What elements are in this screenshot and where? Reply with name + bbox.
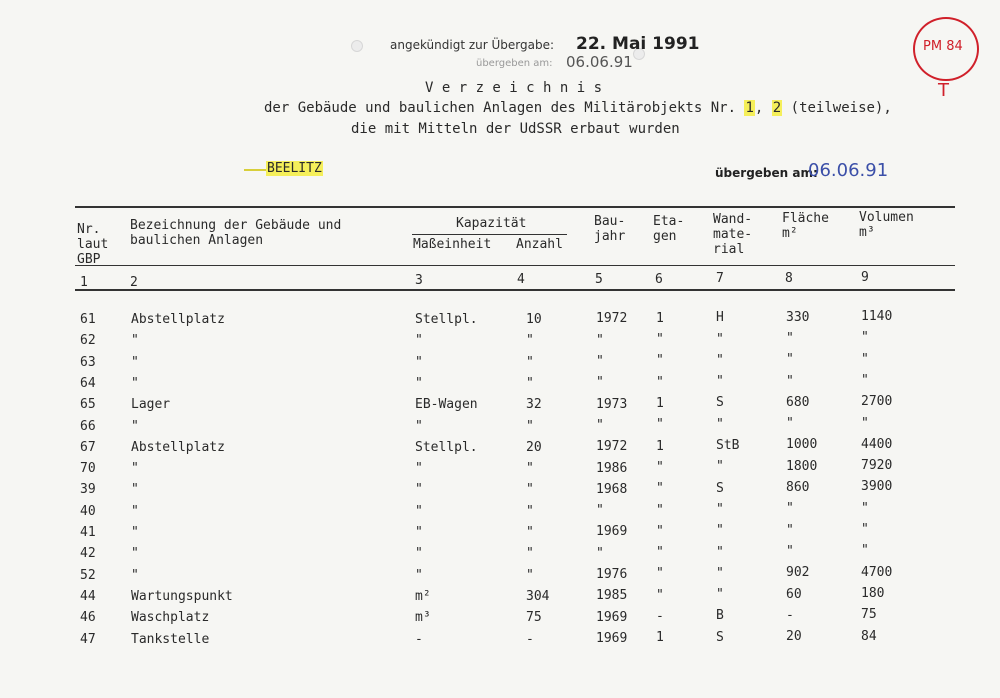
- cell-bezeichnung: ": [131, 567, 139, 583]
- cell-masseinheit: EB-Wagen: [415, 397, 478, 413]
- cell-baujahr: 1969: [596, 630, 628, 646]
- header-anzahl: Anzahl: [516, 237, 563, 252]
- cell-anzahl: 10: [526, 312, 542, 327]
- red-circle-mark-text: PM 84: [923, 39, 963, 54]
- cell-volumen: ": [861, 543, 869, 559]
- cell-volumen: ": [861, 500, 869, 516]
- cell-baujahr: ": [596, 332, 604, 348]
- cell-nr: 70: [80, 461, 96, 477]
- cell-bezeichnung: Wartungspunkt: [131, 588, 233, 604]
- cell-volumen: 4700: [861, 564, 893, 580]
- cell-flaeche: 860: [786, 480, 810, 495]
- cell-masseinheit: Stellpl.: [415, 439, 478, 455]
- cell-baujahr: 1968: [596, 481, 628, 497]
- cell-flaeche: ": [786, 330, 794, 346]
- header-bezeichnung: [130, 218, 341, 248]
- cell-wandmaterial: ": [716, 416, 724, 432]
- cell-anzahl: 75: [526, 610, 542, 626]
- capacity-rule: [412, 234, 567, 235]
- column-number: 1: [80, 275, 88, 290]
- cell-flaeche: 902: [786, 565, 810, 581]
- cell-masseinheit: ": [415, 503, 423, 519]
- column-number: 2: [130, 275, 138, 290]
- cell-flaeche: 20: [786, 629, 802, 645]
- column-number: 4: [517, 272, 525, 287]
- cell-baujahr: ": [596, 354, 604, 369]
- header-bezeichnung-line: baulichen Anlagen: [130, 233, 264, 248]
- column-number: 9: [861, 270, 869, 285]
- header-flaeche-line: m²: [782, 226, 798, 241]
- cell-nr: 62: [80, 333, 96, 349]
- cell-etagen: -: [656, 609, 664, 624]
- cell-wandmaterial: StB: [716, 438, 740, 453]
- cell-flaeche: -: [786, 607, 794, 623]
- cell-flaeche: 60: [786, 586, 802, 602]
- cell-nr: 65: [80, 397, 96, 413]
- cell-etagen: ": [656, 374, 664, 390]
- cell-bezeichnung: Abstellplatz: [131, 312, 225, 327]
- cell-masseinheit: m²: [415, 588, 431, 604]
- cell-flaeche: ": [786, 543, 794, 559]
- header-wandmaterial-line: Wand-: [713, 212, 753, 227]
- cell-flaeche: 330: [786, 309, 810, 325]
- cell-bezeichnung: ": [131, 503, 139, 519]
- cell-bezeichnung: ": [131, 375, 139, 391]
- cell-etagen: ": [656, 417, 664, 433]
- cell-etagen: ": [656, 587, 664, 603]
- cell-bezeichnung: Abstellplatz: [131, 439, 225, 455]
- cell-nr: 40: [80, 503, 96, 519]
- cell-wandmaterial: S: [716, 395, 724, 411]
- cell-etagen: 1: [656, 310, 664, 326]
- object-number-2: 2: [772, 100, 782, 116]
- cell-nr: 42: [80, 546, 96, 562]
- title-line2: [264, 100, 892, 116]
- cell-masseinheit: ": [415, 375, 423, 391]
- header-wandmaterial-line: rial: [713, 242, 745, 257]
- header-baujahr: [594, 214, 625, 244]
- announced-label: angekündigt zur Übergabe:: [390, 38, 555, 52]
- cell-anzahl: 304: [526, 588, 550, 604]
- cell-anzahl: ": [526, 567, 534, 583]
- cell-bezeichnung: ": [131, 333, 139, 349]
- cell-volumen: 3900: [861, 479, 893, 495]
- header-etagen: [653, 214, 684, 244]
- cell-masseinheit: ": [415, 333, 423, 349]
- header-volumen-line: m³: [859, 225, 875, 240]
- header-nr-line: Nr.: [77, 222, 101, 237]
- cell-masseinheit: ": [415, 546, 423, 562]
- column-number: 3: [415, 273, 423, 288]
- header-wandmaterial-line: mate-: [713, 227, 753, 242]
- title-line2-prefix: der Gebäude und baulichen Anlagen des Militärobjekts Nr.: [264, 100, 737, 116]
- red-mark-sub: T: [938, 80, 949, 101]
- cell-baujahr: 1976: [596, 567, 628, 582]
- cell-wandmaterial: H: [716, 310, 724, 326]
- cell-bezeichnung: ": [131, 418, 139, 434]
- cell-nr: 44: [80, 588, 96, 604]
- cell-masseinheit: ": [415, 525, 423, 540]
- cell-flaeche: ": [786, 501, 794, 517]
- cell-wandmaterial: ": [716, 374, 724, 390]
- cell-baujahr: 1969: [596, 609, 628, 625]
- location-name: BEELITZ: [267, 161, 322, 176]
- header-etagen-line: Eta-: [653, 214, 685, 229]
- cell-nr: 52: [80, 567, 96, 583]
- cell-nr: 67: [80, 439, 96, 455]
- cell-nr: 46: [80, 610, 96, 626]
- cell-masseinheit: ": [415, 418, 423, 434]
- cell-flaeche: ": [786, 522, 794, 538]
- cell-anzahl: ": [526, 418, 534, 434]
- cell-masseinheit: ": [415, 354, 423, 370]
- cell-etagen: 1: [656, 396, 664, 411]
- header-baujahr-line: Bau-: [594, 214, 626, 229]
- header-flaeche-line: Fläche: [782, 211, 829, 226]
- cell-bezeichnung: ": [131, 525, 139, 540]
- cell-etagen: ": [656, 481, 664, 497]
- cell-volumen: 7920: [861, 458, 893, 474]
- cell-etagen: ": [656, 353, 664, 369]
- cell-baujahr: 1973: [596, 396, 628, 412]
- cell-etagen: 1: [656, 630, 664, 646]
- cell-wandmaterial: B: [716, 608, 724, 624]
- cell-volumen: 84: [861, 628, 877, 644]
- handover-label: übergeben am:: [715, 166, 818, 180]
- cell-wandmaterial: ": [716, 331, 724, 347]
- cell-volumen: ": [861, 415, 869, 431]
- handover-date: 06.06.91: [808, 160, 889, 181]
- cell-bezeichnung: ": [131, 482, 139, 498]
- cell-baujahr: ": [596, 375, 604, 391]
- cell-nr: 39: [80, 482, 96, 498]
- cell-volumen: 1140: [861, 309, 893, 324]
- cell-etagen: 1: [656, 438, 664, 454]
- cell-wandmaterial: S: [716, 480, 724, 496]
- cell-wandmaterial: ": [716, 501, 724, 517]
- column-number: 6: [655, 272, 663, 287]
- cell-flaeche: 1800: [786, 458, 818, 474]
- cell-volumen: 2700: [861, 394, 893, 410]
- punch-hole-left: [351, 40, 363, 52]
- header-flaeche: [782, 211, 829, 241]
- cell-anzahl: ": [526, 354, 534, 370]
- cell-baujahr: ": [596, 417, 604, 433]
- header-bezeichnung-line: Bezeichnung der Gebäude und: [130, 218, 342, 233]
- cell-masseinheit: ": [415, 482, 423, 498]
- cell-etagen: ": [656, 502, 664, 518]
- cell-baujahr: 1972: [596, 311, 628, 327]
- cell-masseinheit: ": [415, 567, 423, 583]
- header-nr-line: GBP: [77, 252, 101, 267]
- header-kapazitaet: Kapazität: [456, 216, 527, 231]
- cell-anzahl: ": [526, 375, 534, 391]
- cell-nr: 63: [80, 354, 96, 370]
- header-etagen-line: gen: [653, 229, 677, 244]
- cell-anzahl: ": [526, 333, 534, 349]
- cell-flaeche: ": [786, 373, 794, 389]
- cell-masseinheit: m³: [415, 610, 431, 626]
- cell-anzahl: -: [526, 631, 534, 647]
- header-nr-line: laut: [77, 237, 109, 252]
- cell-anzahl: 20: [526, 439, 542, 455]
- cell-flaeche: ": [786, 416, 794, 432]
- title-line1: V e r z e i c h n i s: [425, 80, 603, 96]
- cell-bezeichnung: Tankstelle: [131, 631, 210, 647]
- cell-bezeichnung: Waschplatz: [131, 610, 210, 626]
- header-volumen-line: Volumen: [859, 210, 914, 225]
- cell-masseinheit: ": [415, 461, 423, 477]
- header-baujahr-line: jahr: [594, 229, 626, 244]
- cell-etagen: ": [656, 545, 664, 561]
- cell-etagen: ": [656, 523, 664, 539]
- cell-bezeichnung: ": [131, 354, 139, 370]
- cell-flaeche: 680: [786, 394, 810, 410]
- cell-wandmaterial: ": [716, 587, 724, 603]
- object-number-1: 1: [745, 100, 754, 116]
- cell-volumen: 75: [861, 607, 877, 623]
- cell-wandmaterial: ": [716, 459, 724, 475]
- cell-flaeche: 1000: [786, 437, 818, 453]
- cell-flaeche: ": [786, 352, 794, 368]
- cell-nr: 66: [80, 418, 96, 434]
- cell-baujahr: ": [596, 503, 604, 519]
- cell-volumen: ": [861, 351, 869, 367]
- cell-masseinheit: Stellpl.: [415, 312, 478, 327]
- cell-baujahr: 1972: [596, 439, 628, 455]
- cell-baujahr: 1986: [596, 460, 628, 476]
- red-circle-mark: [913, 17, 979, 81]
- cell-baujahr: ": [596, 545, 604, 561]
- column-number: 5: [595, 272, 603, 287]
- cell-nr: 41: [80, 525, 96, 540]
- cell-masseinheit: -: [415, 631, 423, 647]
- column-number: 7: [716, 271, 724, 286]
- cell-wandmaterial: ": [716, 565, 724, 581]
- header-bottom-rule: [75, 265, 955, 266]
- title-line2-suffix: (teilweise),: [790, 100, 892, 116]
- cell-anzahl: 32: [526, 397, 542, 413]
- cell-volumen: ": [861, 372, 869, 388]
- header-wandmaterial: [713, 212, 752, 257]
- cell-wandmaterial: S: [716, 629, 724, 645]
- cell-volumen: ": [861, 522, 869, 537]
- header-nr: [77, 222, 108, 267]
- cell-etagen: ": [656, 459, 664, 475]
- cell-volumen: 4400: [861, 436, 893, 452]
- cell-etagen: ": [656, 566, 664, 582]
- column-number: 8: [785, 271, 793, 286]
- title-line3: die mit Mitteln der UdSSR erbaut wurden: [351, 121, 680, 137]
- cell-anzahl: ": [526, 503, 534, 519]
- cell-anzahl: ": [526, 461, 534, 477]
- cell-wandmaterial: ": [716, 523, 724, 539]
- table-top-rule: [75, 206, 955, 208]
- column-numbers-rule: [75, 289, 955, 291]
- announced-date: 22. Mai 1991: [576, 34, 700, 54]
- cell-volumen: 180: [861, 585, 885, 601]
- cell-nr: 61: [80, 312, 96, 327]
- cell-bezeichnung: ": [131, 461, 139, 477]
- cell-baujahr: 1985: [596, 588, 628, 604]
- cell-bezeichnung: Lager: [131, 397, 171, 413]
- cell-nr: 47: [80, 631, 96, 647]
- cell-baujahr: 1969: [596, 524, 628, 540]
- cell-wandmaterial: ": [716, 544, 724, 560]
- header-masseinheit: Maßeinheit: [413, 237, 492, 252]
- cell-volumen: ": [861, 330, 869, 346]
- cell-anzahl: ": [526, 546, 534, 562]
- object-number-separator: ,: [754, 100, 764, 116]
- cell-anzahl: ": [526, 525, 534, 540]
- cell-wandmaterial: ": [716, 352, 724, 368]
- cell-anzahl: ": [526, 482, 534, 498]
- handed-stamp-label: übergeben am:: [476, 58, 553, 69]
- header-volumen: [859, 210, 914, 240]
- cell-nr: 64: [80, 375, 96, 391]
- cell-etagen: ": [656, 332, 664, 348]
- handed-stamp-date: 06.06.91: [566, 53, 633, 71]
- cell-bezeichnung: ": [131, 546, 139, 562]
